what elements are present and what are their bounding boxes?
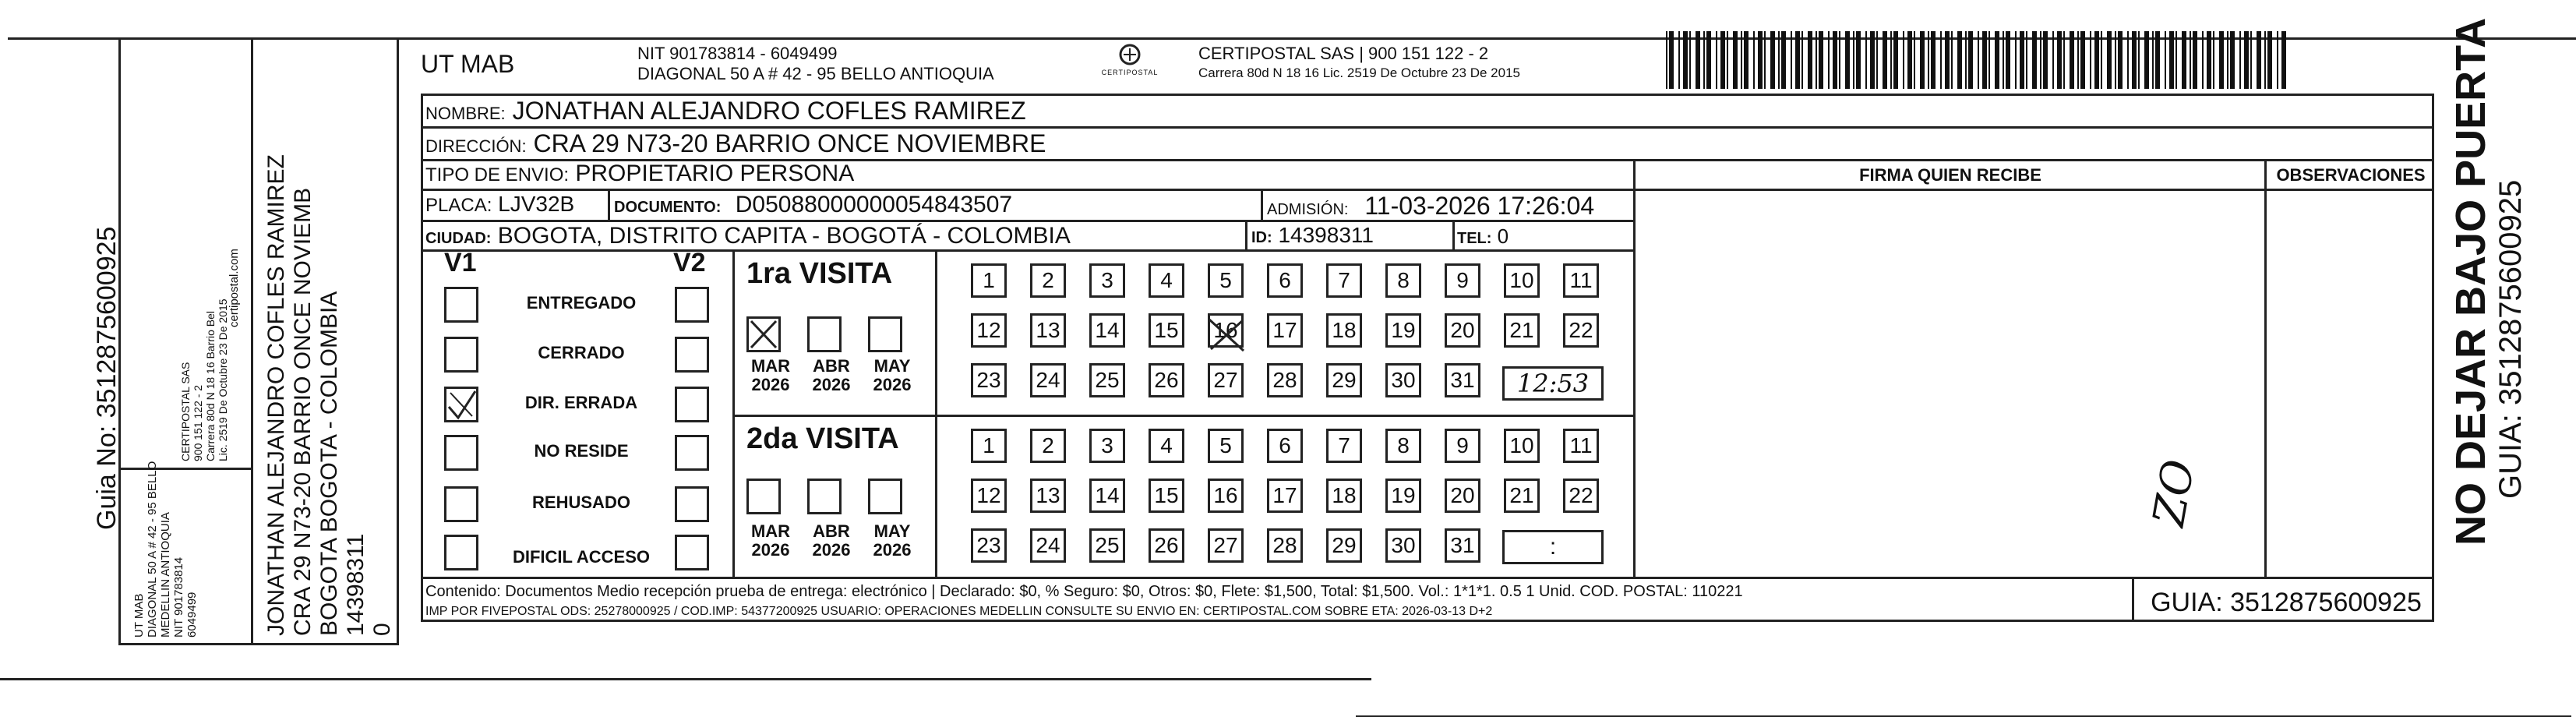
visit2-time-value: : [1549, 534, 1557, 560]
documento-value: D05088000000054843507 [735, 192, 1013, 217]
stub-recipient-line: 14398311 [343, 533, 369, 636]
visit1-title: 1ra VISITA [746, 257, 893, 290]
visit2-day-18[interactable]: 18 [1326, 479, 1362, 513]
v2-checkbox-dificil-acceso[interactable] [675, 535, 709, 570]
visit2-title: 2da VISITA [746, 422, 899, 455]
placa-label: PLACA: [425, 195, 492, 216]
tipo-envio-value: PROPIETARIO PERSONA [575, 161, 855, 186]
placa-cell [425, 192, 574, 217]
visit2-day-13[interactable]: 13 [1030, 479, 1066, 513]
visit1-month-abr: ABR [813, 356, 850, 376]
stub-sender-line: 6049499 [185, 592, 199, 638]
visit1-time-value: 12:53 [1516, 369, 1590, 398]
visit1-day-13[interactable]: 13 [1030, 313, 1066, 348]
visit2-day-20[interactable]: 20 [1445, 479, 1480, 513]
visit2-day-5[interactable]: 5 [1208, 429, 1244, 463]
documento-cell [614, 192, 1012, 218]
visit2-day-28[interactable]: 28 [1267, 528, 1303, 563]
v2-checkbox-entregado[interactable] [675, 287, 709, 323]
visit2-month-checkbox-abr[interactable] [807, 479, 842, 514]
visit2-day-4[interactable]: 4 [1149, 429, 1184, 463]
visit1-day-22[interactable]: 22 [1563, 313, 1599, 348]
footer-imp: IMP POR FIVEPOSTAL ODS: 25278000925 / COD.IMP: 54377200925 USUARIO: OPERACIONES MEDELLIN CONSULTE SU ENVIO EN: CERTIPOSTAL.COM SOBRE ETA: 2026-03-13 D+2 [425, 605, 1493, 618]
ciudad-value: BOGOTA, DISTRITO CAPITA - BOGOTÁ - COLOMBIA [497, 223, 1071, 249]
visit2-day-14[interactable]: 14 [1089, 479, 1125, 513]
visit2-day-19[interactable]: 19 [1385, 479, 1421, 513]
visit1-day-26[interactable]: 26 [1149, 363, 1184, 397]
stub-sender-line: DIAGONAL 50 A # 42 - 95 BELLO [146, 461, 159, 638]
grid-row-line [421, 249, 1633, 252]
visit2-day-7[interactable]: 7 [1326, 429, 1362, 463]
visit1-year-may: 2026 [873, 375, 912, 394]
visit2-day-16[interactable]: 16 [1208, 479, 1244, 513]
admision-label: ADMISIÓN: [1267, 201, 1349, 218]
header-company-address: Carrera 80d N 18 16 Lic. 2519 De Octubre 23 De 2015 [1198, 65, 1520, 80]
visit1-year-abr: 2026 [812, 375, 851, 394]
certipostal-logo [1083, 44, 1177, 83]
v1-checkbox-no-reside[interactable] [444, 435, 478, 471]
grid-row-line [421, 189, 2434, 191]
visit2-month-checkbox-may[interactable] [868, 479, 902, 514]
visit1-day-27[interactable]: 27 [1208, 363, 1244, 397]
status-label-no-reside: NO RESIDE [534, 441, 629, 461]
visit2-month-may: MAY [873, 521, 911, 541]
visit1-month-checkbox-mar[interactable] [746, 316, 781, 352]
grid-col-line [1452, 220, 1455, 249]
visit1-day-16[interactable]: 16 [1208, 313, 1244, 348]
visit1-day-15[interactable]: 15 [1149, 313, 1184, 348]
ciudad-cell [425, 223, 1071, 249]
grid-col-line [935, 249, 937, 577]
visit2-day-23[interactable]: 23 [971, 528, 1007, 563]
visit2-day-25[interactable]: 25 [1089, 528, 1125, 563]
visit2-day-26[interactable]: 26 [1149, 528, 1184, 563]
admision-value: 11-03-2026 17:26:04 [1364, 192, 1595, 220]
stub-recipient-line: BOGOTA BOGOTA - COLOMBIA [316, 291, 342, 636]
visit2-day-27[interactable]: 27 [1208, 528, 1244, 563]
visit2-day-15[interactable]: 15 [1149, 479, 1184, 513]
tel-label: TEL: [1457, 230, 1492, 247]
stub-certipostal-line: CERTIPOSTAL SAS [179, 362, 192, 461]
visit2-day-10[interactable]: 10 [1504, 429, 1540, 463]
visit1-day-6[interactable]: 6 [1267, 263, 1303, 298]
visit1-day-8[interactable]: 8 [1385, 263, 1421, 298]
visit1-day-7[interactable]: 7 [1326, 263, 1362, 298]
visit2-day-1[interactable]: 1 [971, 429, 1007, 463]
firma-label: FIRMA QUIEN RECIBE [1859, 165, 2041, 185]
stub-guia-number: Guia No: 3512875600925 [92, 226, 122, 530]
v2-label: V2 [673, 248, 706, 277]
cross-mark-icon [746, 316, 781, 352]
visit1-month-mar: MAR [750, 356, 791, 376]
footer-guia: GUIA: 3512875600925 [2151, 588, 2422, 617]
stub-certipostal-line: Carrera 80d N 18 16 Barrio Bel [204, 311, 217, 461]
certipostal-logo-text: CERTIPOSTAL [1101, 69, 1159, 76]
header-sender: UT MAB [421, 50, 515, 78]
visit2-year-mar: 2026 [751, 540, 790, 560]
id-label: ID: [1251, 229, 1272, 246]
stub-sender-block [132, 461, 199, 638]
signature-mark: ZO [2144, 456, 2205, 530]
placa-value: LJV32B [498, 192, 575, 216]
grid-col-line [1245, 220, 1247, 249]
stub-recipient-line: 0 [369, 623, 395, 636]
visit2-day-3[interactable]: 3 [1089, 429, 1125, 463]
admision-cell [1267, 192, 1594, 221]
grid-mid-line [732, 415, 1633, 417]
grid-col-line [1261, 189, 1263, 220]
visit2-day-22[interactable]: 22 [1563, 479, 1599, 513]
visit1-day-29[interactable]: 29 [1326, 363, 1362, 397]
grid-row-line [421, 126, 2434, 129]
visit2-day-29[interactable]: 29 [1326, 528, 1362, 563]
visit2-day-31[interactable]: 31 [1445, 528, 1480, 563]
visit1-day-5[interactable]: 5 [1208, 263, 1244, 298]
header-address: DIAGONAL 50 A # 42 - 95 BELLO ANTIOQUIA [637, 64, 994, 83]
grid-col-line [1633, 159, 1636, 577]
direccion-value: CRA 29 N73-20 BARRIO ONCE NOVIEMBRE [533, 129, 1046, 157]
v1-label: V1 [444, 248, 477, 277]
stub-certipostal-web: certipostal.com [228, 249, 241, 327]
visit1-day-24[interactable]: 24 [1030, 363, 1066, 397]
visit2-year-abr: 2026 [812, 540, 851, 560]
status-label-dificil-acceso: DIFICIL ACCESO [512, 547, 650, 567]
visit2-month-checkbox-mar[interactable] [746, 479, 781, 514]
visit1-day-10[interactable]: 10 [1504, 263, 1540, 298]
ciudad-label: CIUDAD: [425, 230, 492, 247]
side-notice: NO DEJAR BAJO PUERTA [2447, 17, 2494, 546]
tipo-envio-row [425, 161, 854, 187]
visit2-day-24[interactable]: 24 [1030, 528, 1066, 563]
documento-label: DOCUMENTO: [614, 199, 722, 216]
v2-checkbox-no-reside[interactable] [675, 435, 709, 471]
visit2-day-11[interactable]: 11 [1563, 429, 1599, 463]
visit2-time-box[interactable] [1502, 530, 1604, 564]
stub-certipostal-line: Lic. 2519 De Octubre 23 De 2015 [217, 298, 229, 461]
grid-col-line [732, 249, 735, 577]
nombre-row [425, 97, 1026, 125]
stub-recipient-line: JONATHAN ALEJANDRO COFLES RAMIREZ [263, 154, 289, 636]
visit1-time-box[interactable] [1502, 366, 1604, 401]
stub-recipient-line: CRA 29 N73-20 BARRIO ONCE NOVIEMB [290, 187, 316, 636]
visit1-day-25[interactable]: 25 [1089, 363, 1125, 397]
stub-recipient-block [263, 154, 396, 636]
certipostal-logo-icon [1114, 44, 1145, 69]
v1-checkbox-dificil-acceso[interactable] [444, 535, 478, 570]
visit2-month-labels [740, 522, 923, 560]
visit2-day-21[interactable]: 21 [1504, 479, 1540, 513]
visit2-day-17[interactable]: 17 [1267, 479, 1303, 513]
tel-cell [1457, 224, 1509, 249]
visit1-day-21[interactable]: 21 [1504, 313, 1540, 348]
tipo-envio-label: TIPO DE ENVIO: [425, 164, 570, 185]
visit1-day-3[interactable]: 3 [1089, 263, 1125, 298]
visit2-month-mar: MAR [750, 521, 791, 541]
v2-checkbox-rehusado[interactable] [675, 486, 709, 522]
visit2-day-6[interactable]: 6 [1267, 429, 1303, 463]
v1-checkbox-dir-errada[interactable] [444, 387, 478, 422]
visit2-day-30[interactable]: 30 [1385, 528, 1421, 563]
visit1-month-checkbox-may[interactable] [868, 316, 902, 352]
visit1-day-1[interactable]: 1 [971, 263, 1007, 298]
header-company: CERTIPOSTAL SAS | 900 151 122 - 2 [1198, 44, 1489, 63]
direccion-row [425, 129, 1046, 158]
visit1-month-labels [740, 357, 923, 394]
visit1-day-28[interactable]: 28 [1267, 363, 1303, 397]
observaciones-label: OBSERVACIONES [2276, 165, 2426, 185]
status-label-rehusado: REHUSADO [532, 493, 630, 512]
visit1-day-17[interactable]: 17 [1267, 313, 1303, 348]
visit1-day-14[interactable]: 14 [1089, 313, 1125, 348]
visit1-day-2[interactable]: 2 [1030, 263, 1066, 298]
visit1-day-16-cross-mark-icon [1206, 316, 1247, 358]
grid-col-line [608, 189, 610, 220]
side-guia: GUIA: 3512875600925 [2493, 179, 2528, 499]
direccion-label: DIRECCIÓN: [425, 136, 527, 156]
visit2-day-2[interactable]: 2 [1030, 429, 1066, 463]
visit1-day-11[interactable]: 11 [1563, 263, 1599, 298]
visit1-day-23[interactable]: 23 [971, 363, 1007, 397]
visit1-month-checkbox-abr[interactable] [807, 316, 842, 352]
visit2-day-12[interactable]: 12 [971, 479, 1007, 513]
grid-col-line [2264, 159, 2267, 577]
visit1-month-may: MAY [873, 356, 911, 376]
visit2-day-9[interactable]: 9 [1445, 429, 1480, 463]
footer-contenido: Contenido: Documentos Medio recepción prueba de entrega: electrónico | Declarado: $0, % Seguro: $0, Otros: $0, Flete: $1,500, Total: $1,500. Vol.: 1*1*1. 0.5 1 Unid. COD. POSTAL: 110221 [425, 583, 1743, 600]
visit1-day-19[interactable]: 19 [1385, 313, 1421, 348]
nombre-label: NOMBRE: [425, 104, 506, 123]
visit2-day-8[interactable]: 8 [1385, 429, 1421, 463]
visit1-day-9[interactable]: 9 [1445, 263, 1480, 298]
v1-checkbox-rehusado[interactable] [444, 486, 478, 522]
status-label-dir-errada: DIR. ERRADA [524, 393, 638, 412]
status-label-entregado: ENTREGADO [526, 293, 637, 313]
bottom-border-line [0, 678, 1371, 680]
visit1-day-20[interactable]: 20 [1445, 313, 1480, 348]
id-value: 14398311 [1278, 223, 1374, 247]
status-label-cerrado: CERRADO [538, 343, 625, 362]
visit1-year-mar: 2026 [751, 375, 790, 394]
stub-divider [251, 37, 253, 645]
v2-checkbox-dir-errada[interactable] [675, 387, 709, 422]
visit2-year-may: 2026 [873, 540, 912, 560]
stub-sender-line: MEDELLIN ANTIOQUIA [159, 512, 172, 638]
visit2-month-abr: ABR [813, 521, 850, 541]
visit1-day-18[interactable]: 18 [1326, 313, 1362, 348]
visit1-day-30[interactable]: 30 [1385, 363, 1421, 397]
stub-sender-line: NIT 901783814 [172, 556, 185, 638]
id-cell [1251, 223, 1374, 248]
visit1-day-4[interactable]: 4 [1149, 263, 1184, 298]
v2-checkbox-cerrado[interactable] [675, 337, 709, 373]
stub-sender-line: UT MAB [132, 593, 146, 638]
visit1-day-12[interactable]: 12 [971, 313, 1007, 348]
visit1-day-31[interactable]: 31 [1445, 363, 1480, 397]
header-nit: NIT 901783814 - 6049499 [637, 44, 838, 63]
footer-guia-divider [2132, 577, 2134, 622]
nombre-value: JONATHAN ALEJANDRO COFLES RAMIREZ [512, 97, 1026, 125]
barcode [1666, 31, 2289, 89]
stub-certipostal-line: 900 151 122 - 2 [192, 384, 204, 461]
check-mark-icon [444, 387, 478, 422]
tel-value: 0 [1497, 224, 1509, 248]
v1-checkbox-entregado[interactable] [444, 287, 478, 323]
v1-checkbox-cerrado[interactable] [444, 337, 478, 373]
stub-certipostal-block [179, 298, 229, 461]
